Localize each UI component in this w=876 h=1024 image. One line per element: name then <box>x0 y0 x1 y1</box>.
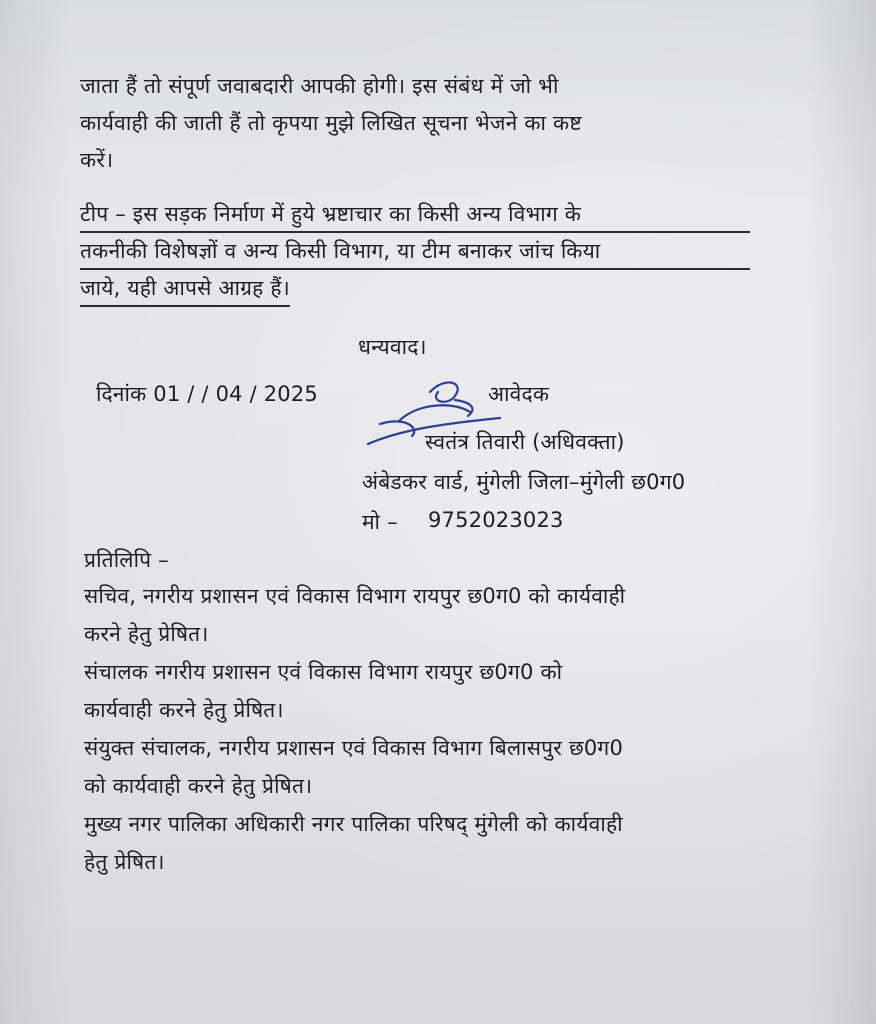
copy-line-6: को कार्यवाही करने हेतु प्रेषित। <box>84 774 313 798</box>
note-line-1: टीप – इस सड़क निर्माण में हुये भ्रष्टाचार का किसी अन्य विभाग के <box>80 200 750 233</box>
copy-heading: प्रतिलिपि – <box>84 548 169 572</box>
body-line-1: जाता हैं तो संपूर्ण जवाबदारी आपकी होगी। इस संबंध में जो भी <box>80 74 559 98</box>
copy-line-8: हेतु प्रेषित। <box>84 850 165 874</box>
mobile-label: मो – <box>362 510 398 534</box>
body-line-3: करें। <box>80 148 114 172</box>
copy-line-7: मुख्य नगर पालिका अधिकारी नगर पालिका परिषद् मुंगेली को कार्यवाही <box>84 812 623 836</box>
date-text: दिनांक 01 / / 04 / 2025 <box>96 382 318 406</box>
applicant-label: आवेदक <box>488 382 550 406</box>
note-line-2: तकनीकी विशेषज्ञों व अन्य किसी विभाग, या टीम बनाकर जांच किया <box>80 237 750 270</box>
copy-line-2: करने हेतु प्रेषित। <box>84 622 209 646</box>
copy-line-5: संयुक्त संचालक, नगरीय प्रशासन एवं विकास विभाग बिलासपुर छ0ग0 <box>84 736 624 760</box>
applicant-name: स्वतंत्र तिवारी (अधिवक्ता) <box>425 430 625 454</box>
note-line-3: जाये, यही आपसे आग्रह हैं। <box>80 274 290 307</box>
copy-line-1: सचिव, नगरीय प्रशासन एवं विकास विभाग रायपुर छ0ग0 को कार्यवाही <box>84 584 626 608</box>
applicant-address: अंबेडकर वार्ड, मुंगेली जिला–मुंगेली छ0ग0 <box>362 470 686 494</box>
copy-line-3: संचालक नगरीय प्रशासन एवं विकास विभाग रायपुर छ0ग0 को <box>84 660 563 684</box>
mobile-number: 9752023023 <box>428 508 564 532</box>
copy-line-4: कार्यवाही करने हेतु प्रेषित। <box>84 698 284 722</box>
body-line-2: कार्यवाही की जाती हैं तो कृपया मुझे लिखित सूचना भेजने का कष्ट <box>80 111 582 135</box>
thanks-text: धन्यवाद। <box>358 335 427 359</box>
